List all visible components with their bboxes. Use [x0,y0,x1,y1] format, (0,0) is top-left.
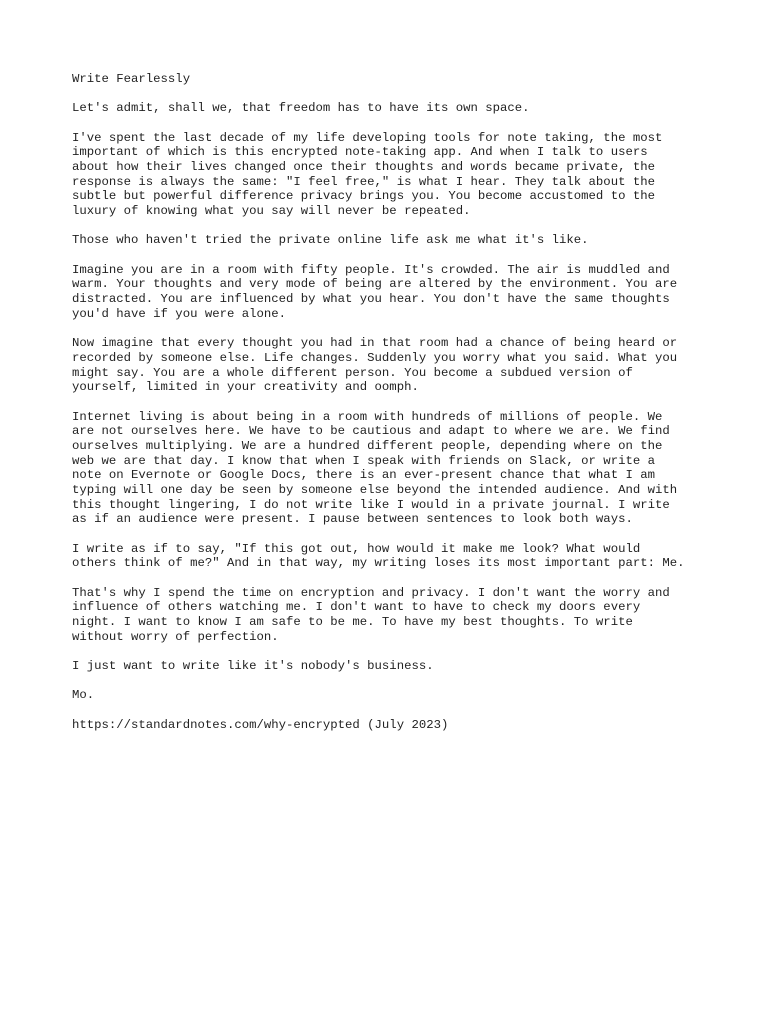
document-page [72,72,722,747]
paragraph-intro: Let's admit, shall we, that freedom has to have its own space. [72,101,530,116]
paragraph-imagine: Now imagine that every thought you had in that room had a chance of being heard or recorded by someone else. Life changes. Suddenly you worry what you said. What you might say. You are a whole different person. You become a subdued version of yourself, limited in your creativity and oomph. [72,336,678,395]
paragraph-decade: I've spent the last decade of my life developing tools for note taking, the most important of which is this encrypted note-taking app. And when I talk to users about how their lives changed once their thoughts and words became private, the response is always the same: "I feel free," is what I hear. They talk about the subtle but powerful difference privacy brings you. You become accustomed to the luxury of knowing what you say will never be repeated. [72,130,663,219]
paragraph-encryption: That's why I spend the time on encryption and privacy. I don't want the worry and influence of others watching me. I don't want to have to check my doors every night. I want to know I am safe to be me. To have my best thoughts. To write without worry of perfection. [72,585,670,644]
document-title: Write Fearlessly [72,72,191,86]
paragraph-question: Those who haven't tried the private online life ask me what it's like. [72,233,589,248]
paragraph-room: Imagine you are in a room with fifty people. It's crowded. The air is muddled and warm. Your thoughts and very mode of being are altered by the environment. You are distracted. You are influenced by what you hear. You don't have the same thoughts you'd have if you were alone. [72,262,678,321]
paragraph-internet: Internet living is about being in a room with hundreds of millions of people. We are not ourselves here. We have to be cautious and adapt to where we are. We find ourselves multiplying. We are a hundred different people, depending where on the web we are that day. I know that when I speak with friends on Slack, or write a note on Evernote or Google Docs, there is an ever-present chance that what I am typing will one day be seen by someone else beyond the intended audience. And with this thought lingering, I do not write like I would in a private journal. I write as if an audience were present. I pause between sentences to look both ways. [72,409,678,527]
source-citation: https://standardnotes.com/why-encrypted (July 2023) [72,717,449,732]
paragraph-write-as-if: I write as if to say, "If this got out, how would it make me look? What would others think of me?" And in that way, my writing loses its most important part: Me. [72,541,685,571]
paragraph-nobodys-business: I just want to write like it's nobody's business. [72,659,434,674]
signature: Mo. [72,688,95,703]
